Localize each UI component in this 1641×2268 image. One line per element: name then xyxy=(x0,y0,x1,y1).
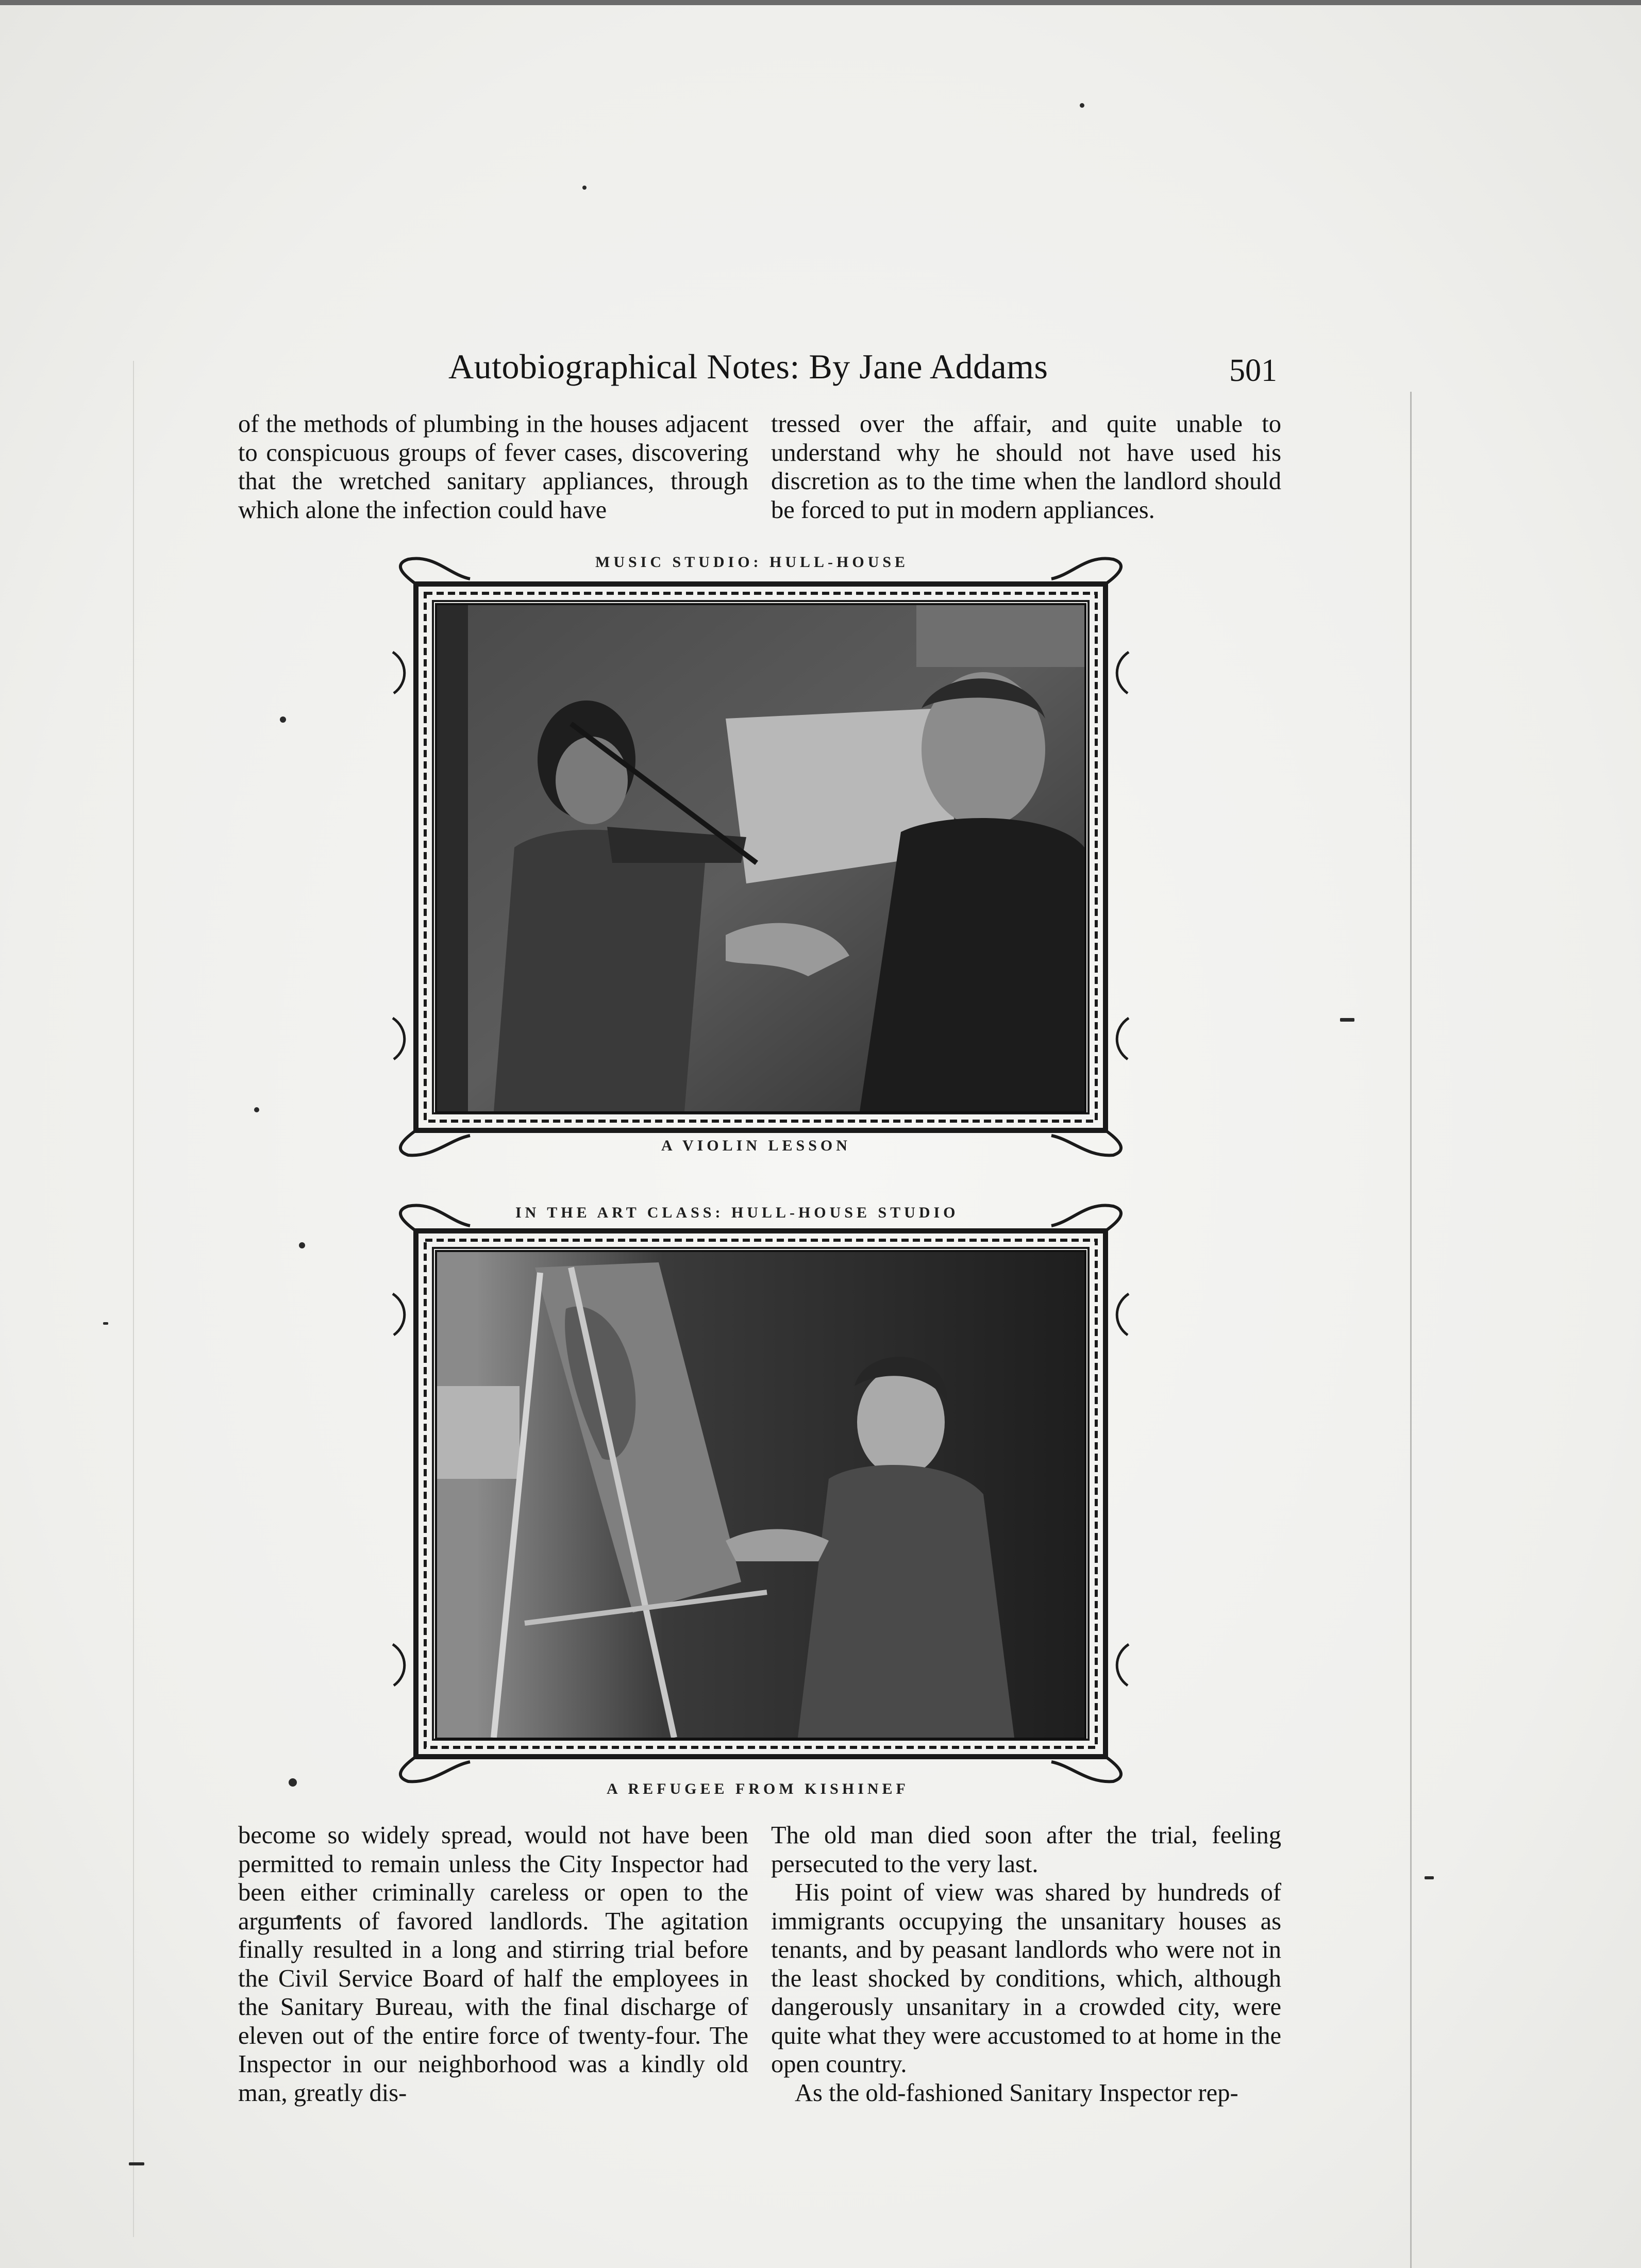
text-column-top-left xyxy=(238,410,748,524)
scan-speck xyxy=(1340,1018,1354,1022)
paragraph: become so widely spread, would not have been permitted to remain unless the City Inspector had been either criminally careless or open to the arguments of favored landlords. The agitation finally resulted in a long and stirring trial before the Civil Service Board of half the employees in the Sanitary Bureau, with the final discharge of eleven out of the entire force of twenty-four. The Inspector in our neighborhood was a kindly old man, greatly dis- xyxy=(238,1822,748,2107)
scan-speck xyxy=(280,716,286,723)
figure-1-caption-top: MUSIC STUDIO: HULL-HOUSE xyxy=(595,554,909,571)
page-number: 501 xyxy=(1229,353,1277,388)
photo-refugee-from-kishinef xyxy=(435,1250,1086,1740)
scan-speck xyxy=(129,2162,144,2165)
paragraph: of the methods of plumbing in the houses adjacent to conspicuous groups of fever cases, discovering that the wretched sanitary appliances, through which alone the infection could have xyxy=(238,410,748,524)
paragraph: As the old-fashioned Sanitary Inspector rep- xyxy=(795,2079,1238,2107)
scan-left-edge xyxy=(133,361,134,2237)
scan-speck xyxy=(1425,1876,1434,1879)
scan-top-edge xyxy=(0,0,1641,5)
scan-speck xyxy=(1080,103,1084,108)
paragraph: tressed over the affair, and quite unable to understand why he should not have used his discretion as to the time when the landlord should be forced to put in modern appliances. xyxy=(771,410,1281,524)
text-column-bottom-left xyxy=(238,1821,748,2107)
paragraph: His point of view was shared by hundreds of immigrants occupying the unsanitary houses as tenants, and by peasant landlords who were not in the least shocked by conditions, which, although dangerously unsanitary in a crowded city, were quite what they were accustomed to at home in the open country. xyxy=(771,1879,1281,2078)
scan-speck xyxy=(299,1242,305,1248)
scan-speck xyxy=(254,1107,259,1112)
text-column-top-right xyxy=(771,410,1281,524)
photo-violin-lesson xyxy=(435,603,1086,1113)
text-column-bottom-right xyxy=(771,1821,1281,2107)
figure-1-ornamental-frame xyxy=(388,554,1134,1157)
figure-2-caption-bottom: A REFUGEE FROM KISHINEF xyxy=(607,1780,909,1797)
scan-speck xyxy=(289,1778,297,1787)
figure-2-ornamental-frame xyxy=(388,1201,1134,1783)
scan-speck xyxy=(103,1322,108,1325)
scan-right-edge xyxy=(1410,392,1412,2268)
scan-speck xyxy=(582,186,587,190)
running-head: Autobiographical Notes: By Jane Addams xyxy=(448,347,1048,386)
paragraph: The old man died soon after the trial, feeling persecuted to the very last. xyxy=(771,1822,1281,1878)
figure-1-caption-bottom: A VIOLIN LESSON xyxy=(661,1137,851,1154)
figure-2-caption-top: IN THE ART CLASS: HULL-HOUSE STUDIO xyxy=(515,1204,959,1221)
